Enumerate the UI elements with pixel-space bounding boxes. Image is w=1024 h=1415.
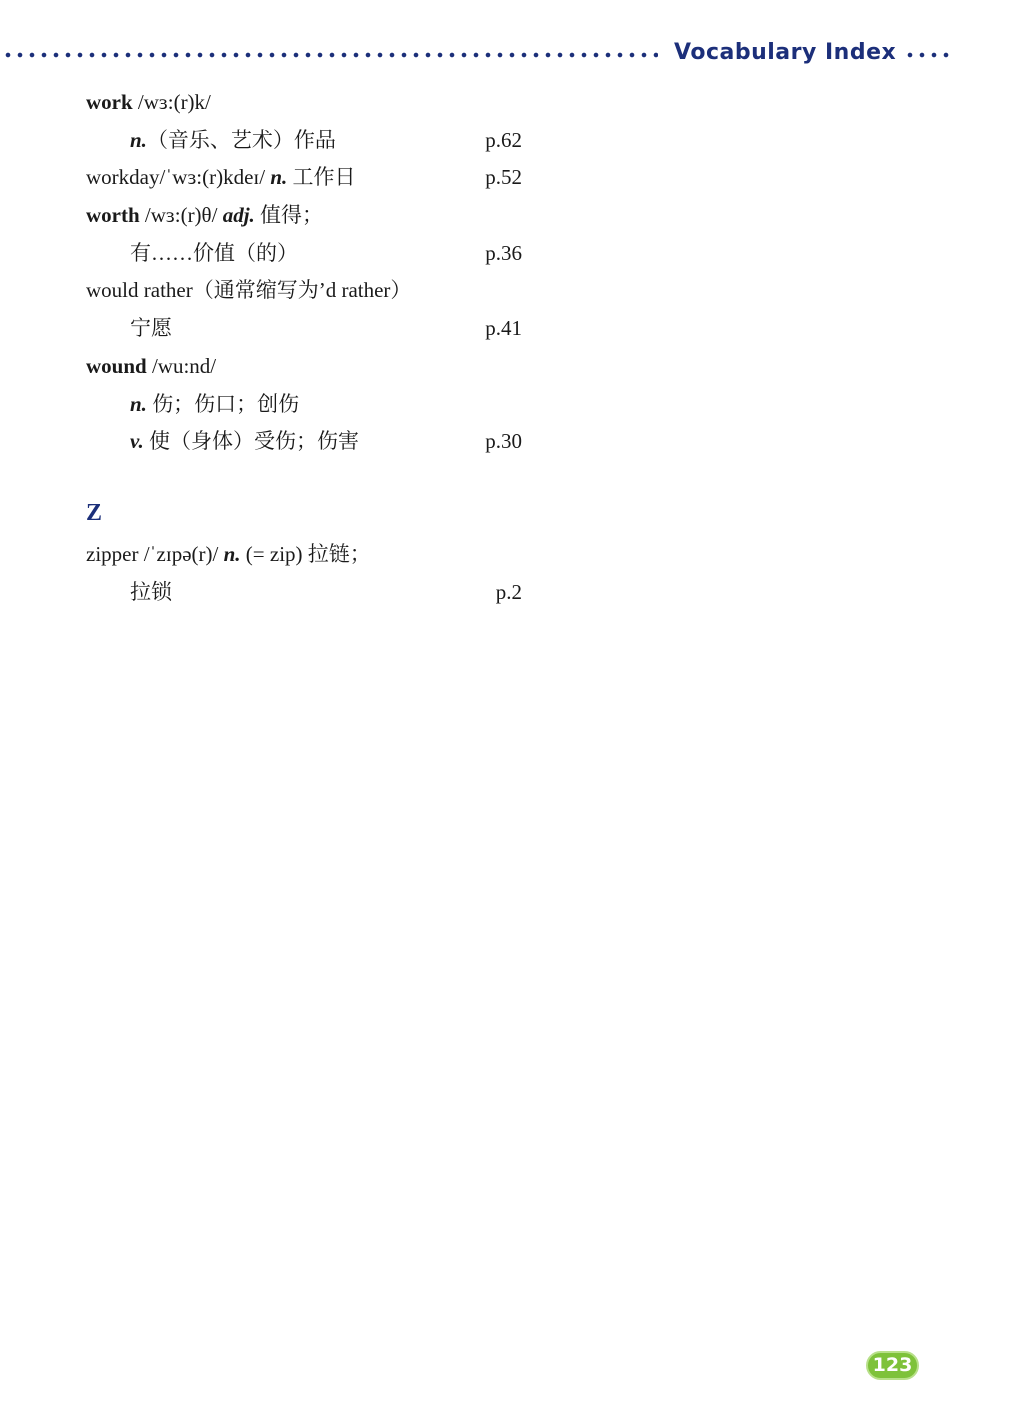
entry-line	[86, 349, 526, 387]
definition: 有……价值（的）	[130, 240, 298, 265]
definition: 伤；伤口；创伤	[146, 391, 300, 416]
headword: workday/ˈwɜ:(r)kdeɪ/	[86, 165, 271, 190]
entry-line	[86, 160, 526, 198]
entry-line	[86, 85, 526, 123]
part-of-speech: adj.	[222, 203, 255, 228]
entry-line	[86, 123, 526, 161]
pronunciation: /wu:nd/	[146, 353, 217, 378]
entry-line	[86, 537, 526, 575]
page-reference: p.52	[485, 165, 522, 190]
headword: zipper /ˈzɪpə(r)/	[86, 542, 224, 566]
page-reference: p.36	[485, 240, 522, 265]
vocabulary-list-w	[86, 85, 526, 462]
vocabulary-list-z	[86, 537, 526, 612]
part-of-speech: n.	[130, 391, 147, 416]
part-of-speech: n.	[130, 127, 147, 152]
part-of-speech: v.	[130, 429, 144, 454]
page-reference: p.62	[485, 127, 522, 152]
page-number-badge: 123	[866, 1351, 919, 1380]
entry-line	[86, 424, 526, 462]
page-reference: p.30	[485, 429, 522, 454]
definition: 宁愿	[130, 316, 172, 341]
entry-line	[86, 387, 526, 425]
entry-line	[86, 311, 526, 349]
part-of-speech: n.	[223, 542, 241, 566]
header-dotted-rule	[2, 52, 658, 58]
definition: 值得；	[254, 203, 324, 228]
definition: 工作日	[287, 165, 356, 190]
letter-heading: Z	[86, 500, 103, 526]
entry-line	[86, 575, 526, 613]
page-header	[0, 38, 1024, 68]
section-title: Vocabulary Index	[674, 40, 897, 65]
definition: （音乐、艺术）作品	[146, 127, 336, 152]
entry-line	[86, 236, 526, 274]
pronunciation: /wɜ:(r)θ/	[139, 203, 223, 228]
definition: 使（身体）受伤；伤害	[143, 429, 360, 454]
entry-line	[86, 198, 526, 236]
page-reference: p.2	[495, 579, 522, 604]
header-dotted-rule-end	[904, 52, 952, 58]
headword: would rather（通常缩写为’d rather）	[86, 278, 412, 303]
headword: work	[86, 90, 133, 114]
part-of-speech: n.	[270, 165, 288, 190]
definition: (= zip) 拉链；	[240, 542, 371, 566]
pronunciation: /wɜ:(r)k/	[132, 90, 211, 114]
headword: wound	[86, 353, 147, 378]
definition: 拉锁	[130, 579, 172, 604]
page-reference: p.41	[485, 316, 522, 341]
entry-line	[86, 273, 526, 311]
headword: worth	[86, 203, 140, 228]
